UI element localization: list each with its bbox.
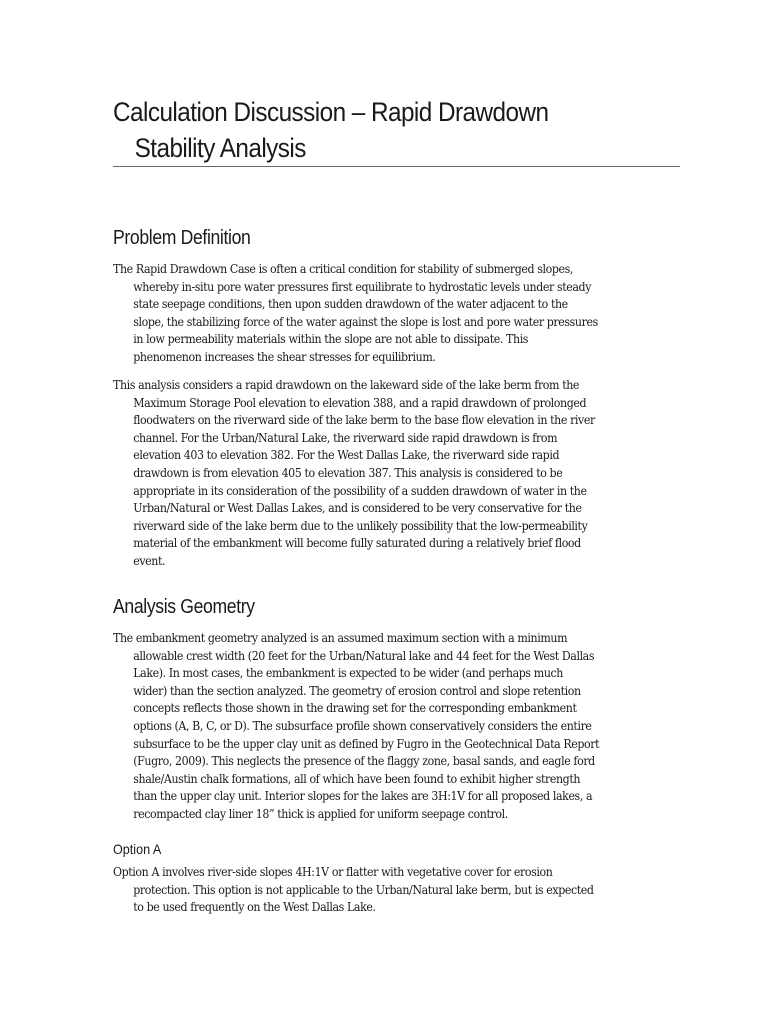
- text-line: allowable crest width (20 feet for the Urban/Natural lake and 44 feet for the West Dallas: [133, 648, 595, 663]
- text-line: than the upper clay unit. Interior slopes for the lakes are 3H:1V for all proposed lakes, a: [133, 789, 593, 804]
- text-line: drawdown is from elevation 405 to elevation 387. This analysis is considered to be: [133, 465, 563, 480]
- text-line: Lake). In most cases, the embankment is expected to be wider (and perhaps much: [133, 666, 563, 681]
- text-line: floodwaters on the riverward side of the lake berm to the base flow elevation in the river: [133, 413, 595, 428]
- text-line: wider) than the section analyzed. The geometry of erosion control and slope retention: [133, 683, 581, 698]
- text-line: channel. For the Urban/Natural Lake, the riverward side rapid drawdown is from: [133, 430, 558, 445]
- text-line: material of the embankment will become fully saturated during a relatively brief flood: [133, 536, 581, 551]
- text-line: phenomenon increases the shear stresses for equilibrium.: [133, 349, 436, 364]
- text-line: recompacted clay liner 18” thick is applied for uniform seepage control.: [133, 806, 508, 821]
- text-line: elevation 403 to elevation 382. For the West Dallas Lake, the riverward side rapid: [133, 448, 560, 463]
- paragraph-option-a: [113, 864, 683, 917]
- text-line: protection. This option is not applicable to the Urban/Natural lake berm, but is expected: [133, 882, 594, 897]
- text-line: concepts reflects those shown in the drawing set for the corresponding embankment: [133, 701, 577, 716]
- text-line: Maximum Storage Pool elevation to elevation 388, and a rapid drawdown of prolonged: [133, 395, 587, 410]
- text-line: (Fugro, 2009). This neglects the presence of the flaggy zone, basal sands, and eagle ford: [133, 754, 595, 769]
- paragraph-geometry-1: [113, 630, 683, 824]
- title-divider: [113, 166, 680, 167]
- heading-problem-definition: Problem Definition: [113, 227, 251, 249]
- text-line: options (A, B, C, or D). The subsurface profile shown conservatively considers the entire: [133, 718, 592, 733]
- text-line: Option A involves river-side slopes 4H:1V or flatter with vegetative cover for erosion: [113, 865, 553, 879]
- paragraph-problem-2: [113, 377, 683, 571]
- text-line: event.: [133, 553, 166, 568]
- document-title: [113, 94, 626, 166]
- title-line-1: Calculation Discussion – Rapid Drawdown: [113, 97, 549, 127]
- text-line: shale/Austin chalk formations, all of which have been found to exhibit higher strength: [133, 771, 581, 786]
- text-line: The Rapid Drawdown Case is often a critical condition for stability of submerged slopes,: [113, 262, 573, 276]
- text-line: The embankment geometry analyzed is an assumed maximum section with a minimum: [113, 631, 568, 645]
- text-line: state seepage conditions, then upon sudden drawdown of the water adjacent to the: [133, 297, 568, 312]
- text-line: Urban/Natural or West Dallas Lakes, and is considered to be very conservative for the: [133, 501, 582, 516]
- heading-option-a: Option A: [113, 841, 162, 857]
- title-line-2: Stability Analysis: [134, 133, 306, 163]
- text-line: slope, the stabilizing force of the water against the slope is lost and pore water pressures: [133, 314, 598, 329]
- text-line: subsurface to be the upper clay unit as defined by Fugro in the Geotechnical Data Report: [133, 736, 600, 751]
- heading-analysis-geometry: Analysis Geometry: [113, 596, 255, 618]
- paragraph-problem-1: [113, 261, 683, 367]
- text-line: riverward side of the lake berm due to the unlikely possibility that the low-permeability: [133, 518, 588, 533]
- text-line: appropriate in its consideration of the possibility of a sudden drawdown of water in the: [133, 483, 587, 498]
- text-line: in low permeability materials within the slope are not able to dissipate. This: [133, 332, 529, 347]
- text-line: This analysis considers a rapid drawdown on the lakeward side of the lake berm from the: [113, 378, 580, 392]
- text-line: to be used frequently on the West Dallas Lake.: [133, 900, 376, 915]
- text-line: whereby in-situ pore water pressures first equilibrate to hydrostatic levels under steady: [133, 279, 592, 294]
